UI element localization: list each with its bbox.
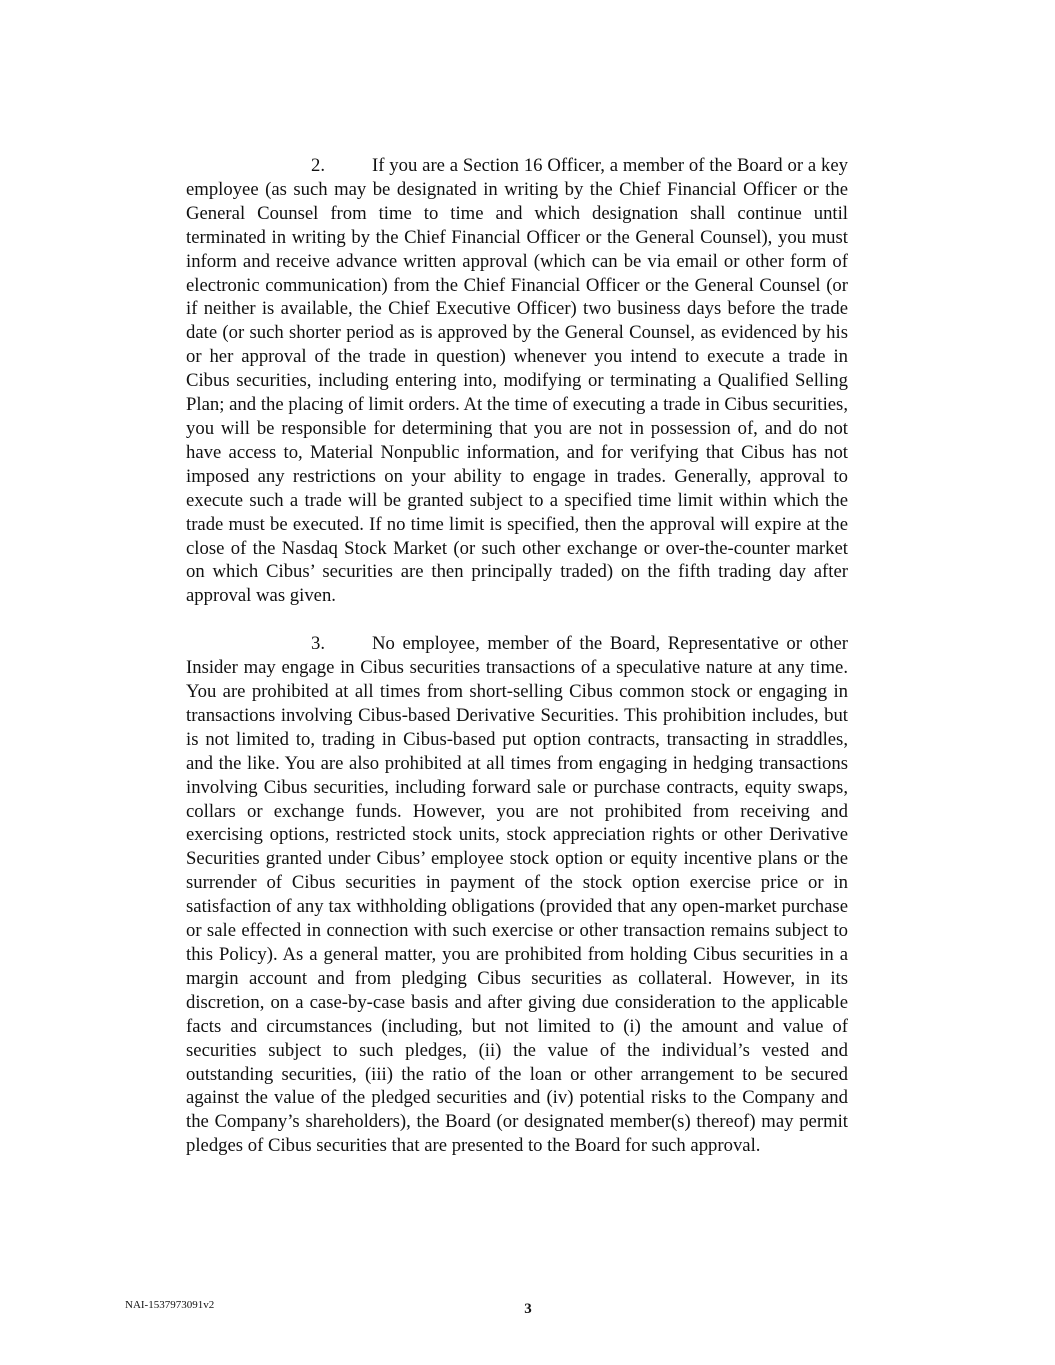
paragraph-number: 3. <box>311 633 326 655</box>
page-number: 3 <box>524 1301 532 1317</box>
footer-document-id: NAI-1537973091v2 <box>125 1299 215 1311</box>
document-body <box>186 154 848 1182</box>
paragraph-text: If you are a Section 16 Officer, a member of the Board or a key employee (as such may be designated in writing by the Chief Financial Officer or the General Counsel from time to time and which designation shall continue until terminated in writing by the Chief Financial Officer or the General Counsel), you must inform and receive advance written approval (which can be via email or other form of electronic communication) from the Chief Financial Officer or the General Counsel (or if neither is available, the Chief Executive Officer) two business days before the trade date (or such shorter period as is approved by the General Counsel, as evidenced by his or her approval of the trade in question) whenever you intend to execute a trade in Cibus securities, including entering into, modifying or terminating a Qualified Selling Plan; and the placing of limit orders. At the time of executing a trade in Cibus securities, you will be responsible for determining that you are not in possession of, and do not have access to, Material Nonpublic information, and for verifying that Cibus has not imposed any restrictions on your ability to engage in trades. Generally, approval to execute such a trade will be granted subject to a specified time limit within which the trade must be executed. If no time limit is specified, then the approval will expire at the close of the Nasdaq Stock Market (or such other exchange or over-the-counter market on which Cibus’ securities are then principally traded) on the fifth trading day after approval was given. <box>186 155 848 607</box>
paragraph-number: 2. <box>311 155 326 176</box>
paragraph-3 <box>186 632 848 1158</box>
paragraph-text: No employee, member of the Board, Representative or other Insider may engage in Cibus securities transactions of a speculative nature at any time. You are prohibited at all times from short-selling Cibus common stock or engaging in transactions involving Cibus-based Derivative Securities. This prohibition includes, but is not limited to, trading in Cibus-based put option contracts, transacting in straddles, and the like. You are also prohibited at all times from engaging in hedging transactions involving Cibus securities, including forward sale or purchase contracts, equity swaps, collars or exchange funds. However, you are not prohibited from receiving and exercising options, restricted stock units, stock appreciation rights or other Derivative Securities granted under Cibus’ employee stock option or equity incentive plans or the surrender of Cibus securities in payment of the stock option exercise price or in satisfaction of any tax withholding obligations (provided that any open-market purchase or sale effected in connection with such exercise or other transaction remains subject to this Policy). As a general matter, you are prohibited from holding Cibus securities in a margin account and from pledging Cibus securities as collateral. However, in its discretion, on a case-by-case basis and after giving due consideration to the applicable facts and circumstances (including, but not limited to (i) the amount and value of securities subject to such pledges, (ii) the value of the individual’s vested and outstanding securities, (iii) the ratio of the loan or other arrangement to be secured against the value of the pledged securities and (iv) potential risks to the Company and the Company’s shareholders), the Board (or designated member(s) thereof) may permit pledges of Cibus securities that are presented to the Board for such approval. <box>186 633 848 1157</box>
paragraph-2 <box>186 154 848 608</box>
